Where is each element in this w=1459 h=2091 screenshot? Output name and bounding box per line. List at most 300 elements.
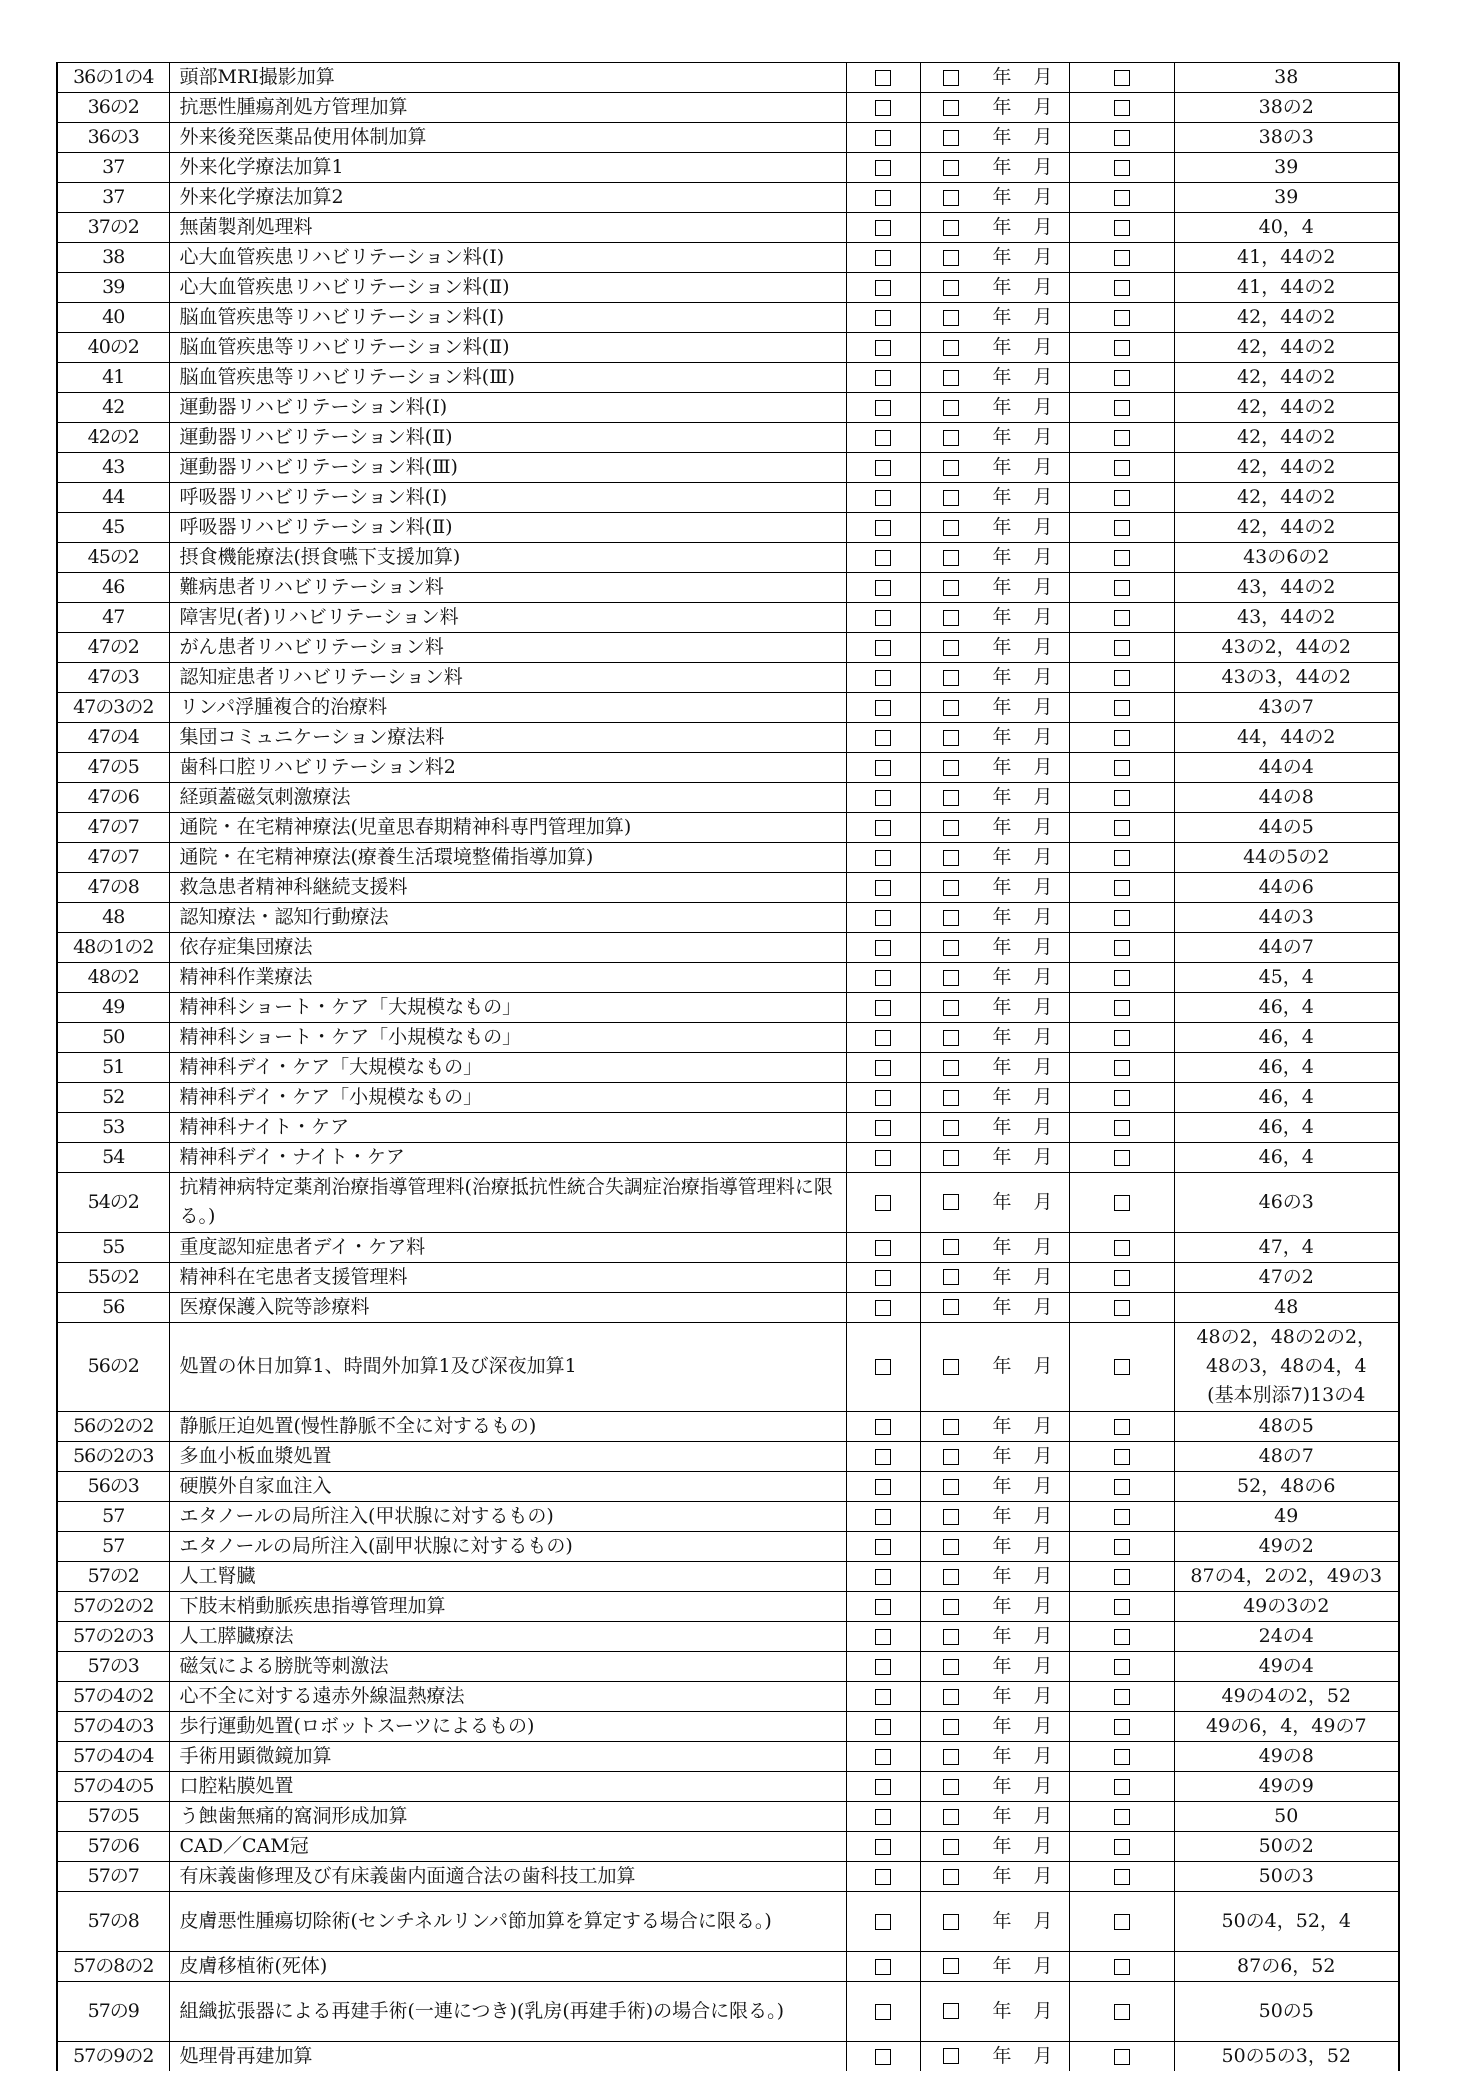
checkbox-notified[interactable] bbox=[1114, 1195, 1130, 1211]
checkbox-notified[interactable] bbox=[1114, 1449, 1130, 1465]
table-row bbox=[57, 453, 1399, 483]
checkbox-notified[interactable] bbox=[1114, 160, 1130, 176]
checkbox-cell-1 bbox=[846, 753, 920, 783]
year-label: 年 bbox=[992, 1146, 1012, 1168]
checkbox-date[interactable] bbox=[943, 760, 959, 776]
checkbox-notified[interactable] bbox=[1114, 220, 1130, 236]
month-label: 月 bbox=[1033, 396, 1053, 418]
item-number: 48 bbox=[57, 903, 169, 933]
checkbox-date[interactable] bbox=[943, 700, 959, 716]
month-label: 月 bbox=[1033, 1116, 1053, 1138]
year-label: 年 bbox=[992, 1805, 1012, 1828]
reference-number: 46，4 bbox=[1174, 1143, 1399, 1173]
checkbox-date[interactable] bbox=[943, 1419, 959, 1435]
checkbox-applied[interactable] bbox=[875, 1914, 891, 1930]
year-label: 年 bbox=[992, 1535, 1012, 1558]
checkbox-date[interactable] bbox=[943, 370, 959, 386]
checkbox-date[interactable] bbox=[943, 1060, 959, 1076]
checkbox-cell-3 bbox=[1069, 543, 1174, 573]
checkbox-cell-3 bbox=[1069, 1053, 1174, 1083]
date-cell bbox=[920, 1622, 1069, 1652]
item-name: 認知症患者リハビリテーション料 bbox=[169, 663, 846, 693]
checkbox-cell-1 bbox=[846, 1712, 920, 1742]
checkbox-notified[interactable] bbox=[1114, 1959, 1130, 1975]
checkbox-cell-1 bbox=[846, 1232, 920, 1262]
item-name: エタノールの局所注入(副甲状腺に対するもの) bbox=[169, 1532, 846, 1562]
checkbox-notified[interactable] bbox=[1114, 1539, 1130, 1555]
checkbox-notified[interactable] bbox=[1114, 430, 1130, 446]
month-label: 月 bbox=[1033, 1805, 1053, 1828]
checkbox-applied[interactable] bbox=[875, 910, 891, 926]
checkbox-notified[interactable] bbox=[1114, 1914, 1130, 1930]
table-row bbox=[57, 1083, 1399, 1113]
item-number: 47の7 bbox=[57, 843, 169, 873]
checkbox-date[interactable] bbox=[943, 520, 959, 536]
checkbox-notified[interactable] bbox=[1114, 850, 1130, 866]
checkbox-applied[interactable] bbox=[875, 1090, 891, 1106]
checkbox-notified[interactable] bbox=[1114, 490, 1130, 506]
item-number: 52 bbox=[57, 1083, 169, 1113]
date-cell bbox=[920, 453, 1069, 483]
checkbox-notified[interactable] bbox=[1114, 1659, 1130, 1675]
checkbox-applied[interactable] bbox=[875, 1359, 891, 1375]
date-cell bbox=[920, 813, 1069, 843]
checkbox-cell-1 bbox=[846, 1772, 920, 1802]
date-cell bbox=[920, 1682, 1069, 1712]
checkbox-date[interactable] bbox=[943, 1299, 959, 1315]
checkbox-notified[interactable] bbox=[1114, 610, 1130, 626]
checkbox-applied[interactable] bbox=[875, 100, 891, 116]
checkbox-cell-1 bbox=[846, 963, 920, 993]
checkbox-notified[interactable] bbox=[1114, 940, 1130, 956]
checkbox-cell-3 bbox=[1069, 363, 1174, 393]
checkbox-notified[interactable] bbox=[1114, 340, 1130, 356]
checkbox-notified[interactable] bbox=[1114, 1090, 1130, 1106]
checkbox-date[interactable] bbox=[943, 1239, 959, 1255]
checkbox-applied[interactable] bbox=[875, 1689, 891, 1705]
checkbox-date[interactable] bbox=[943, 610, 959, 626]
checkbox-cell-1 bbox=[846, 1892, 920, 1952]
checkbox-applied[interactable] bbox=[875, 400, 891, 416]
checkbox-date[interactable] bbox=[943, 1569, 959, 1585]
checkbox-date[interactable] bbox=[943, 250, 959, 266]
item-name: 人工膵臓療法 bbox=[169, 1622, 846, 1652]
checkbox-applied[interactable] bbox=[875, 130, 891, 146]
checkbox-notified[interactable] bbox=[1114, 280, 1130, 296]
table-row bbox=[57, 1592, 1399, 1622]
reference-number: 38の2 bbox=[1174, 93, 1399, 123]
checkbox-date[interactable] bbox=[943, 850, 959, 866]
checkbox-applied[interactable] bbox=[875, 310, 891, 326]
checkbox-notified[interactable] bbox=[1114, 700, 1130, 716]
checkbox-date[interactable] bbox=[943, 70, 959, 86]
date-cell bbox=[920, 843, 1069, 873]
checkbox-date[interactable] bbox=[943, 340, 959, 356]
checkbox-applied[interactable] bbox=[875, 250, 891, 266]
checkbox-notified[interactable] bbox=[1114, 1779, 1130, 1795]
checkbox-notified[interactable] bbox=[1114, 460, 1130, 476]
checkbox-applied[interactable] bbox=[875, 700, 891, 716]
item-name: 無菌製剤処理料 bbox=[169, 213, 846, 243]
month-label: 月 bbox=[1033, 516, 1053, 538]
item-number: 47の3の2 bbox=[57, 693, 169, 723]
year-label: 年 bbox=[992, 606, 1012, 628]
checkbox-cell-3 bbox=[1069, 1083, 1174, 1113]
item-number: 37 bbox=[57, 183, 169, 213]
checkbox-notified[interactable] bbox=[1114, 1629, 1130, 1645]
checkbox-date[interactable] bbox=[943, 310, 959, 326]
checkbox-applied[interactable] bbox=[875, 220, 891, 236]
checkbox-applied[interactable] bbox=[875, 640, 891, 656]
month-label: 月 bbox=[1033, 666, 1053, 688]
checkbox-applied[interactable] bbox=[875, 280, 891, 296]
item-name: 脳血管疾患等リハビリテーション料(Ⅱ) bbox=[169, 333, 846, 363]
table-row bbox=[57, 723, 1399, 753]
item-name: 摂食機能療法(摂食嚥下支援加算) bbox=[169, 543, 846, 573]
checkbox-applied[interactable] bbox=[875, 1000, 891, 1016]
checkbox-notified[interactable] bbox=[1114, 1479, 1130, 1495]
checkbox-applied[interactable] bbox=[875, 1060, 891, 1076]
checkbox-cell-3 bbox=[1069, 1532, 1174, 1562]
table-row bbox=[57, 1832, 1399, 1862]
table-row bbox=[57, 2041, 1399, 2071]
month-label: 月 bbox=[1033, 1190, 1053, 1213]
checkbox-cell-1 bbox=[846, 783, 920, 813]
checkbox-date[interactable] bbox=[943, 1150, 959, 1166]
table-row bbox=[57, 1262, 1399, 1292]
checkbox-notified[interactable] bbox=[1114, 670, 1130, 686]
item-name: 救急患者精神科継続支援料 bbox=[169, 873, 846, 903]
checkbox-applied[interactable] bbox=[875, 1659, 891, 1675]
checkbox-notified[interactable] bbox=[1114, 910, 1130, 926]
checkbox-applied[interactable] bbox=[875, 1719, 891, 1735]
checkbox-notified[interactable] bbox=[1114, 1030, 1130, 1046]
checkbox-applied[interactable] bbox=[875, 850, 891, 866]
checkbox-applied[interactable] bbox=[875, 1120, 891, 1136]
month-label: 月 bbox=[1033, 1775, 1053, 1798]
checkbox-date[interactable] bbox=[943, 1809, 959, 1825]
checkbox-notified[interactable] bbox=[1114, 250, 1130, 266]
month-label: 月 bbox=[1033, 126, 1053, 148]
checkbox-applied[interactable] bbox=[875, 1599, 891, 1615]
checkbox-notified[interactable] bbox=[1114, 1270, 1130, 1286]
checkbox-date[interactable] bbox=[943, 1958, 959, 1974]
month-label: 月 bbox=[1033, 726, 1053, 748]
month-label: 月 bbox=[1033, 336, 1053, 358]
checkbox-applied[interactable] bbox=[875, 1569, 891, 1585]
checkbox-date[interactable] bbox=[943, 550, 959, 566]
checkbox-date[interactable] bbox=[943, 160, 959, 176]
item-number: 45の2 bbox=[57, 543, 169, 573]
table-row bbox=[57, 1442, 1399, 1472]
checkbox-applied[interactable] bbox=[875, 2004, 891, 2020]
reference-number: 41，44の2 bbox=[1174, 243, 1399, 273]
checkbox-cell-3 bbox=[1069, 1742, 1174, 1772]
checkbox-applied[interactable] bbox=[875, 1150, 891, 1166]
checkbox-applied[interactable] bbox=[875, 1479, 891, 1495]
checkbox-notified[interactable] bbox=[1114, 130, 1130, 146]
month-label: 月 bbox=[1033, 966, 1053, 988]
date-cell bbox=[920, 333, 1069, 363]
checkbox-notified[interactable] bbox=[1114, 1000, 1130, 1016]
checkbox-notified[interactable] bbox=[1114, 1359, 1130, 1375]
checkbox-notified[interactable] bbox=[1114, 1569, 1130, 1585]
checkbox-notified[interactable] bbox=[1114, 1719, 1130, 1735]
item-number: 45 bbox=[57, 513, 169, 543]
reference-number: 43の7 bbox=[1174, 693, 1399, 723]
table-row bbox=[57, 393, 1399, 423]
item-name: 口腔粘膜処置 bbox=[169, 1772, 846, 1802]
checkbox-applied[interactable] bbox=[875, 2049, 891, 2065]
checkbox-date[interactable] bbox=[943, 1194, 959, 1210]
checkbox-applied[interactable] bbox=[875, 760, 891, 776]
checkbox-applied[interactable] bbox=[875, 1270, 891, 1286]
checkbox-applied[interactable] bbox=[875, 1509, 891, 1525]
checkbox-applied[interactable] bbox=[875, 1869, 891, 1885]
item-number: 57の9の2 bbox=[57, 2041, 169, 2071]
checkbox-notified[interactable] bbox=[1114, 520, 1130, 536]
date-cell bbox=[920, 1951, 1069, 1981]
checkbox-applied[interactable] bbox=[875, 520, 891, 536]
checkbox-cell-3 bbox=[1069, 603, 1174, 633]
checkbox-notified[interactable] bbox=[1114, 1060, 1130, 1076]
checkbox-notified[interactable] bbox=[1114, 1869, 1130, 1885]
checkbox-notified[interactable] bbox=[1114, 1809, 1130, 1825]
checkbox-date[interactable] bbox=[943, 1539, 959, 1555]
table-row bbox=[57, 903, 1399, 933]
date-cell bbox=[920, 993, 1069, 1023]
checkbox-date[interactable] bbox=[943, 1839, 959, 1855]
date-cell bbox=[920, 873, 1069, 903]
reference-number: 48 bbox=[1174, 1292, 1399, 1322]
checkbox-notified[interactable] bbox=[1114, 1689, 1130, 1705]
checkbox-date[interactable] bbox=[943, 970, 959, 986]
checkbox-notified[interactable] bbox=[1114, 1509, 1130, 1525]
checkbox-notified[interactable] bbox=[1114, 550, 1130, 566]
checkbox-applied[interactable] bbox=[875, 550, 891, 566]
item-name: 歯科口腔リハビリテーション料2 bbox=[169, 753, 846, 783]
checkbox-applied[interactable] bbox=[875, 1240, 891, 1256]
checkbox-applied[interactable] bbox=[875, 730, 891, 746]
table-row bbox=[57, 843, 1399, 873]
checkbox-date[interactable] bbox=[943, 940, 959, 956]
checkbox-applied[interactable] bbox=[875, 370, 891, 386]
checkbox-cell-1 bbox=[846, 1742, 920, 1772]
date-cell bbox=[920, 1712, 1069, 1742]
checkbox-applied[interactable] bbox=[875, 1195, 891, 1211]
checkbox-cell-3 bbox=[1069, 663, 1174, 693]
checkbox-cell-3 bbox=[1069, 693, 1174, 723]
checkbox-cell-3 bbox=[1069, 183, 1174, 213]
checkbox-applied[interactable] bbox=[875, 970, 891, 986]
table-row bbox=[57, 1682, 1399, 1712]
checkbox-date[interactable] bbox=[943, 1719, 959, 1735]
checkbox-notified[interactable] bbox=[1114, 760, 1130, 776]
checkbox-applied[interactable] bbox=[875, 70, 891, 86]
checkbox-date[interactable] bbox=[943, 910, 959, 926]
item-number: 56の2 bbox=[57, 1322, 169, 1412]
checkbox-date[interactable] bbox=[943, 1030, 959, 1046]
checkbox-applied[interactable] bbox=[875, 1449, 891, 1465]
item-number: 57の6 bbox=[57, 1832, 169, 1862]
checkbox-applied[interactable] bbox=[875, 1809, 891, 1825]
checkbox-date[interactable] bbox=[943, 1359, 959, 1375]
year-label: 年 bbox=[992, 1565, 1012, 1588]
item-number: 38 bbox=[57, 243, 169, 273]
checkbox-applied[interactable] bbox=[875, 1419, 891, 1435]
item-name: 心大血管疾患リハビリテーション料(Ⅰ) bbox=[169, 243, 846, 273]
month-label: 月 bbox=[1033, 1475, 1053, 1498]
reference-number: 47，4 bbox=[1174, 1232, 1399, 1262]
checkbox-date[interactable] bbox=[943, 280, 959, 296]
checkbox-date[interactable] bbox=[943, 100, 959, 116]
checkbox-date[interactable] bbox=[943, 580, 959, 596]
year-label: 年 bbox=[992, 336, 1012, 358]
checkbox-notified[interactable] bbox=[1114, 310, 1130, 326]
checkbox-notified[interactable] bbox=[1114, 1419, 1130, 1435]
item-name: 精神科在宅患者支援管理料 bbox=[169, 1262, 846, 1292]
checkbox-notified[interactable] bbox=[1114, 880, 1130, 896]
checkbox-applied[interactable] bbox=[875, 1539, 891, 1555]
checkbox-applied[interactable] bbox=[875, 580, 891, 596]
checkbox-date[interactable] bbox=[943, 430, 959, 446]
year-label: 年 bbox=[992, 1655, 1012, 1678]
checkbox-notified[interactable] bbox=[1114, 190, 1130, 206]
table-row bbox=[57, 1143, 1399, 1173]
reference-number: 52，48の6 bbox=[1174, 1472, 1399, 1502]
checkbox-applied[interactable] bbox=[875, 820, 891, 836]
month-label: 月 bbox=[1033, 756, 1053, 778]
item-number: 47の3 bbox=[57, 663, 169, 693]
checkbox-date[interactable] bbox=[943, 1599, 959, 1615]
checkbox-applied[interactable] bbox=[875, 190, 891, 206]
checkbox-notified[interactable] bbox=[1114, 1120, 1130, 1136]
checkbox-date[interactable] bbox=[943, 2003, 959, 2019]
checkbox-applied[interactable] bbox=[875, 1749, 891, 1765]
checkbox-date[interactable] bbox=[943, 1120, 959, 1136]
checkbox-date[interactable] bbox=[943, 130, 959, 146]
checkbox-applied[interactable] bbox=[875, 430, 891, 446]
checkbox-date[interactable] bbox=[943, 670, 959, 686]
checkbox-date[interactable] bbox=[943, 460, 959, 476]
checkbox-notified[interactable] bbox=[1114, 370, 1130, 386]
checkbox-notified[interactable] bbox=[1114, 1839, 1130, 1855]
table-row bbox=[57, 783, 1399, 813]
checkbox-date[interactable] bbox=[943, 880, 959, 896]
reference-number: 46の3 bbox=[1174, 1173, 1399, 1233]
checkbox-applied[interactable] bbox=[875, 490, 891, 506]
checkbox-cell-3 bbox=[1069, 963, 1174, 993]
checkbox-date[interactable] bbox=[943, 1269, 959, 1285]
checkbox-date[interactable] bbox=[943, 790, 959, 806]
checkbox-notified[interactable] bbox=[1114, 1300, 1130, 1316]
checkbox-applied[interactable] bbox=[875, 1629, 891, 1645]
checkbox-notified[interactable] bbox=[1114, 1749, 1130, 1765]
checkbox-notified[interactable] bbox=[1114, 820, 1130, 836]
month-label: 月 bbox=[1033, 486, 1053, 508]
table-row bbox=[57, 663, 1399, 693]
checkbox-date[interactable] bbox=[943, 1509, 959, 1525]
checkbox-applied[interactable] bbox=[875, 610, 891, 626]
checkbox-date[interactable] bbox=[943, 190, 959, 206]
checkbox-applied[interactable] bbox=[875, 160, 891, 176]
date-cell bbox=[920, 1592, 1069, 1622]
checkbox-notified[interactable] bbox=[1114, 970, 1130, 986]
checkbox-notified[interactable] bbox=[1114, 70, 1130, 86]
year-label: 年 bbox=[992, 546, 1012, 568]
checkbox-date[interactable] bbox=[943, 1449, 959, 1465]
checkbox-date[interactable] bbox=[943, 1659, 959, 1675]
reference-number: 48の2，48の2の2， 48の3，48の4，4 (基本別添7)13の4 bbox=[1174, 1322, 1399, 1412]
checkbox-notified[interactable] bbox=[1114, 2049, 1130, 2065]
date-cell bbox=[920, 423, 1069, 453]
checkbox-applied[interactable] bbox=[875, 790, 891, 806]
reference-number: 44の4 bbox=[1174, 753, 1399, 783]
checkbox-notified[interactable] bbox=[1114, 100, 1130, 116]
checkbox-notified[interactable] bbox=[1114, 1240, 1130, 1256]
checkbox-date[interactable] bbox=[943, 490, 959, 506]
checkbox-cell-1 bbox=[846, 1981, 920, 2041]
checkbox-date[interactable] bbox=[943, 1629, 959, 1645]
checkbox-cell-1 bbox=[846, 123, 920, 153]
checkbox-notified[interactable] bbox=[1114, 730, 1130, 746]
checkbox-notified[interactable] bbox=[1114, 1599, 1130, 1615]
checkbox-cell-1 bbox=[846, 393, 920, 423]
checkbox-applied[interactable] bbox=[875, 1779, 891, 1795]
reference-number: 44の6 bbox=[1174, 873, 1399, 903]
checkbox-date[interactable] bbox=[943, 1914, 959, 1930]
checkbox-date[interactable] bbox=[943, 220, 959, 236]
checkbox-applied[interactable] bbox=[875, 670, 891, 686]
reference-number: 42，44の2 bbox=[1174, 423, 1399, 453]
month-label: 月 bbox=[1033, 1295, 1053, 1318]
checkbox-applied[interactable] bbox=[875, 940, 891, 956]
checkbox-date[interactable] bbox=[943, 2048, 959, 2064]
checkbox-applied[interactable] bbox=[875, 460, 891, 476]
reference-number: 47の2 bbox=[1174, 1262, 1399, 1292]
table-row bbox=[57, 1053, 1399, 1083]
checkbox-applied[interactable] bbox=[875, 1300, 891, 1316]
checkbox-notified[interactable] bbox=[1114, 1150, 1130, 1166]
checkbox-applied[interactable] bbox=[875, 1839, 891, 1855]
checkbox-date[interactable] bbox=[943, 820, 959, 836]
checkbox-date[interactable] bbox=[943, 730, 959, 746]
checkbox-notified[interactable] bbox=[1114, 2004, 1130, 2020]
checkbox-date[interactable] bbox=[943, 640, 959, 656]
checkbox-date[interactable] bbox=[943, 1689, 959, 1705]
item-name: 外来化学療法加算1 bbox=[169, 153, 846, 183]
checkbox-date[interactable] bbox=[943, 1000, 959, 1016]
checkbox-notified[interactable] bbox=[1114, 400, 1130, 416]
checkbox-date[interactable] bbox=[943, 1090, 959, 1106]
checkbox-applied[interactable] bbox=[875, 1959, 891, 1975]
date-cell bbox=[920, 723, 1069, 753]
year-label: 年 bbox=[992, 1445, 1012, 1468]
checkbox-date[interactable] bbox=[943, 400, 959, 416]
month-label: 月 bbox=[1033, 816, 1053, 838]
table-row bbox=[57, 873, 1399, 903]
checkbox-notified[interactable] bbox=[1114, 580, 1130, 596]
checkbox-date[interactable] bbox=[943, 1479, 959, 1495]
checkbox-notified[interactable] bbox=[1114, 790, 1130, 806]
checkbox-date[interactable] bbox=[943, 1779, 959, 1795]
checkbox-notified[interactable] bbox=[1114, 640, 1130, 656]
checkbox-applied[interactable] bbox=[875, 1030, 891, 1046]
checkbox-applied[interactable] bbox=[875, 880, 891, 896]
checkbox-applied[interactable] bbox=[875, 340, 891, 356]
checkbox-date[interactable] bbox=[943, 1749, 959, 1765]
checkbox-date[interactable] bbox=[943, 1869, 959, 1885]
